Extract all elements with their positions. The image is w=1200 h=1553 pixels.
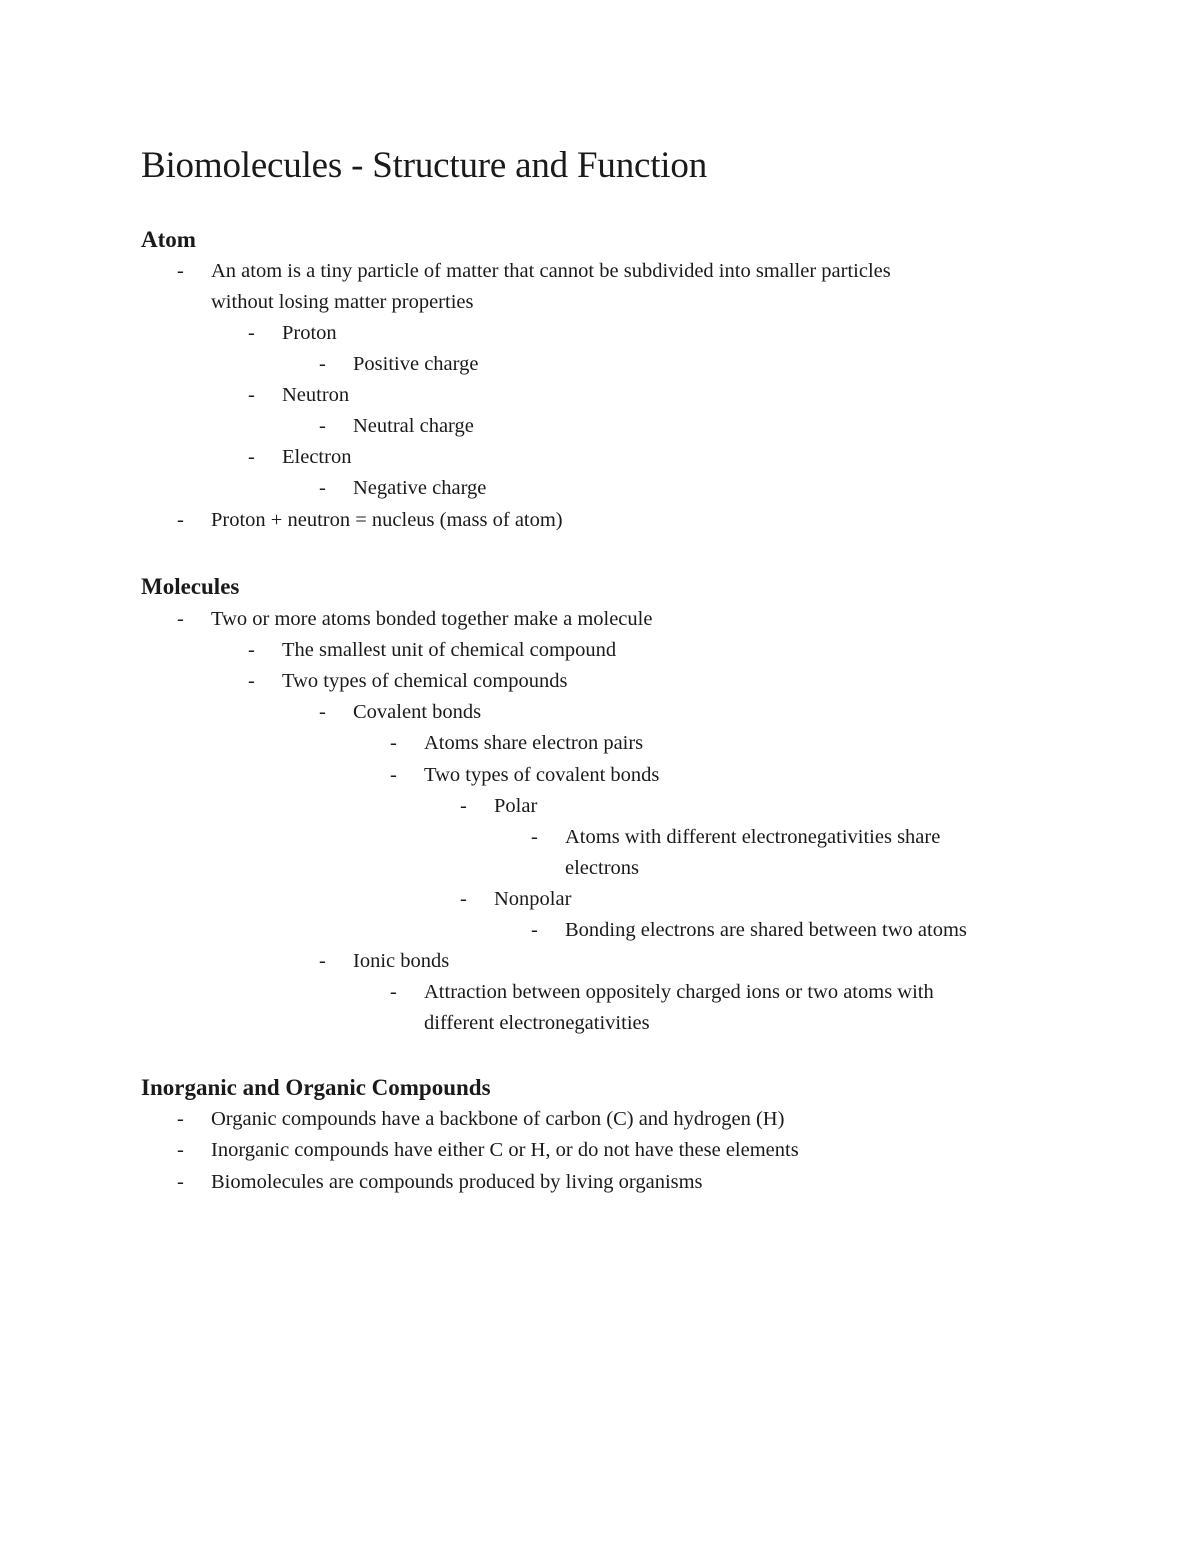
list-item-text: Atoms share electron pairs	[424, 732, 644, 754]
list-item-text: Attraction between oppositely charged ions or two atoms with	[424, 981, 934, 1003]
list-item-text: Ionic bonds	[353, 950, 450, 972]
list-item	[319, 349, 479, 380]
list-item	[248, 318, 337, 349]
list-item	[319, 697, 482, 728]
bullet-dash: -	[248, 670, 255, 692]
list-item-text: Positive charge	[353, 353, 479, 375]
document-title: Biomolecules - Structure and Function	[141, 145, 707, 186]
list-item-text: Proton + neutron = nucleus (mass of atom)	[211, 509, 563, 531]
list-item-text: Proton	[282, 322, 337, 344]
bullet-dash: -	[531, 826, 538, 848]
list-item-text: Inorganic compounds have either C or H, or do not have these elements	[211, 1139, 799, 1161]
list-item-text: Nonpolar	[494, 888, 572, 910]
list-item	[177, 1167, 703, 1198]
list-item-continuation	[211, 287, 473, 318]
list-item-text: Organic compounds have a backbone of carbon (C) and hydrogen (H)	[211, 1108, 785, 1130]
list-item	[460, 884, 572, 915]
list-item-text: Two types of covalent bonds	[424, 764, 660, 786]
list-item	[248, 635, 617, 666]
bullet-dash: -	[531, 919, 538, 941]
bullet-dash: -	[248, 446, 255, 468]
bullet-dash: -	[460, 888, 467, 910]
bullet-dash: -	[177, 1171, 184, 1193]
section-heading-atom: Atom	[141, 227, 196, 252]
list-item-text: The smallest unit of chemical compound	[282, 639, 617, 661]
list-item-text: different electronegativities	[424, 1012, 650, 1034]
bullet-dash: -	[460, 795, 467, 817]
bullet-dash: -	[390, 732, 397, 754]
section-heading-compounds: Inorganic and Organic Compounds	[141, 1075, 491, 1100]
list-item	[531, 822, 941, 853]
list-item-text: Two types of chemical compounds	[282, 670, 568, 692]
list-item	[177, 256, 891, 287]
list-item-continuation	[424, 1008, 650, 1039]
bullet-dash: -	[177, 509, 184, 531]
list-item-text: without losing matter properties	[211, 291, 474, 313]
list-item-text: Neutral charge	[353, 415, 474, 437]
section-heading-molecules: Molecules	[141, 574, 240, 599]
list-item	[248, 442, 352, 473]
list-item-text: Two or more atoms bonded together make a molecule	[211, 608, 653, 630]
bullet-dash: -	[390, 981, 397, 1003]
list-item-text: Neutron	[282, 384, 350, 406]
list-item	[460, 791, 538, 822]
bullet-dash: -	[390, 764, 397, 786]
list-item-continuation	[565, 853, 639, 884]
list-item-text: Electron	[282, 446, 352, 468]
bullet-dash: -	[319, 353, 326, 375]
list-item-text: Covalent bonds	[353, 701, 482, 723]
list-item	[248, 666, 568, 697]
list-item	[248, 380, 350, 411]
bullet-dash: -	[248, 322, 255, 344]
list-item	[177, 604, 653, 635]
list-item	[319, 473, 487, 504]
bullet-dash: -	[248, 384, 255, 406]
list-item	[319, 946, 450, 977]
list-item	[390, 977, 934, 1008]
bullet-dash: -	[319, 477, 326, 499]
bullet-dash: -	[248, 639, 255, 661]
list-item-text: Polar	[494, 795, 538, 817]
bullet-dash: -	[319, 701, 326, 723]
bullet-dash: -	[177, 260, 184, 282]
list-item	[177, 1104, 785, 1135]
list-item-text: Bonding electrons are shared between two atoms	[565, 919, 967, 941]
list-item-text: electrons	[565, 857, 639, 879]
list-item	[177, 505, 563, 536]
list-item	[531, 915, 967, 946]
bullet-dash: -	[177, 608, 184, 630]
bullet-dash: -	[177, 1139, 184, 1161]
list-item	[319, 411, 474, 442]
bullet-dash: -	[319, 415, 326, 437]
bullet-dash: -	[319, 950, 326, 972]
list-item-text: Biomolecules are compounds produced by living organisms	[211, 1171, 703, 1193]
list-item-text: Negative charge	[353, 477, 487, 499]
list-item-text: Atoms with different electronegativities share	[565, 826, 941, 848]
list-item	[390, 760, 660, 791]
list-item-text: An atom is a tiny particle of matter that cannot be subdivided into smaller particles	[211, 260, 891, 282]
list-item	[177, 1135, 799, 1166]
list-item	[390, 728, 644, 759]
bullet-dash: -	[177, 1108, 184, 1130]
